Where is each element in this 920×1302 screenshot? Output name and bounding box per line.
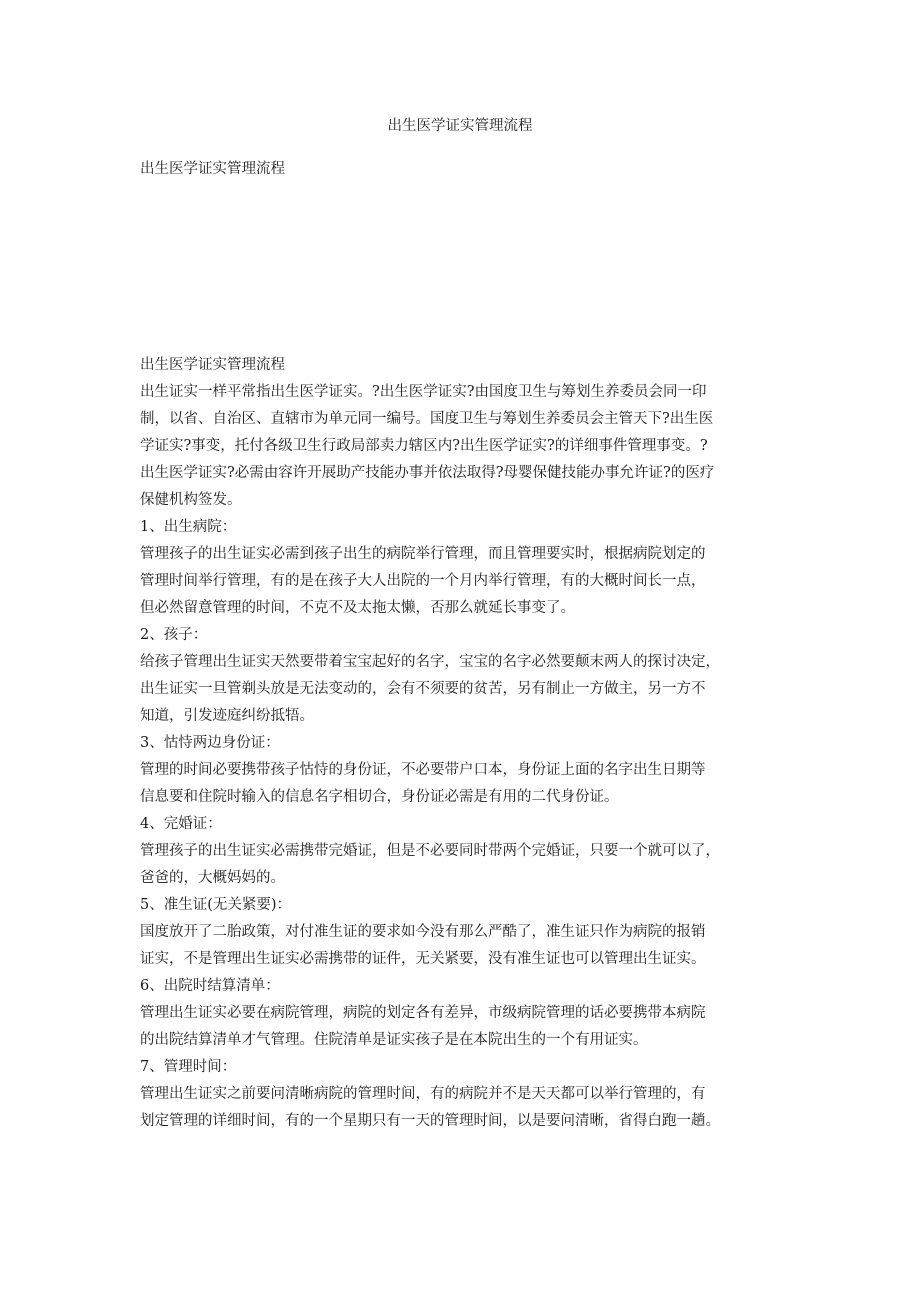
text-line: 保健机构签发。 [140, 492, 242, 508]
text-line: 管理的时间必要携带孩子怙恃的身份证，不必要带户口本，身份证上面的名字出生日期等 [140, 762, 706, 778]
section-1 [140, 514, 790, 622]
text-line: 制，以省、自治区、直辖市为单元同一编号。国度卫生与筹划生养委员会主管天下?出生医 [140, 411, 714, 427]
text-line: 爸爸的，大概妈妈的。 [140, 870, 285, 886]
document-subtitle: 出生医学证实管理流程 [140, 161, 285, 177]
document-title: 出生医学证实管理流程 [387, 118, 533, 134]
section-6 [140, 973, 790, 1054]
item-heading: 4、完婚证： [140, 816, 222, 832]
text-line: 管理孩子的出生证实必需到孩子出生的病院举行管理，而且管理要实时，根据病院划定的 [140, 546, 706, 562]
text-line: 管理孩子的出生证实必需携带完婚证，但是不必要同时带两个完婚证，只要一个就可以了， [140, 843, 720, 859]
item-heading: 1、出生病院： [140, 519, 237, 535]
text-line: 出生证实一样平常指出生医学证实。?出生医学证实?由国度卫生与筹划生养委员会同一印 [140, 384, 707, 400]
text-line: 的出院结算清单才气管理。住院清单是证实孩子是在本院出生的一个有用证实。 [140, 1032, 648, 1048]
document-body [140, 352, 790, 1135]
section-5 [140, 892, 790, 973]
text-line: 管理出生证实必要在病院管理，病院的划定各有差异，市级病院管理的话必要携带本病院 [140, 1005, 706, 1021]
section-7 [140, 1054, 790, 1135]
section-heading: 出生医学证实管理流程 [140, 357, 285, 373]
text-line: 划定管理的详细时间，有的一个星期只有一天的管理时间，以是要问清晰，省得白跑一趟。 [140, 1113, 720, 1129]
text-line: 知道，引发迹庭纠纷抵牾。 [140, 708, 314, 724]
text-line: 国度放开了二胎政策，对付准生证的要求如今没有那么严酷了，准生证只作为病院的报销 [140, 924, 706, 940]
item-heading: 6、出院时结算清单： [140, 978, 280, 994]
text-line: 证实，不是管理出生证实必需携带的证件，无关紧要，没有准生证也可以管理出生证实。 [140, 951, 706, 967]
text-line: 出生医学证实?必需由容许开展助产技能办事并依法取得?母婴保健技能办事允许证?的医疗 [140, 465, 715, 481]
item-heading: 3、怙恃两边身份证： [140, 735, 280, 751]
section-4 [140, 811, 790, 892]
item-heading: 7、管理时间： [140, 1059, 237, 1075]
text-line: 给孩子管理出生证实天然要带着宝宝起好的名字，宝宝的名字必然要颠末两人的探讨决定， [140, 654, 720, 670]
intro-paragraph [140, 379, 790, 514]
text-line: 出生证实一旦管剃头放是无法变动的，会有不须要的贫苦，另有制止一方做主，另一方不 [140, 681, 706, 697]
text-line: 学证实?事变，托付各级卫生行政局部卖力辖区内?出生医学证实?的详细事件管理事变。? [140, 438, 708, 454]
section-3 [140, 730, 790, 811]
item-heading: 2、孩子： [140, 627, 208, 643]
section-2 [140, 622, 790, 730]
text-line: 但必然留意管理的时间，不克不及太拖太懒，否那么就延长事变了。 [140, 600, 575, 616]
text-line: 信息要和住院时输入的信息名字相切合，身份证必需是有用的二代身份证。 [140, 789, 619, 805]
text-line: 管理时间举行管理，有的是在孩子大人出院的一个月内举行管理，有的大概时间长一点， [140, 573, 706, 589]
text-line: 管理出生证实之前要问清晰病院的管理时间，有的病院并不是天天都可以举行管理的，有 [140, 1086, 706, 1102]
item-heading: 5、准生证(无关紧要)： [140, 897, 292, 913]
